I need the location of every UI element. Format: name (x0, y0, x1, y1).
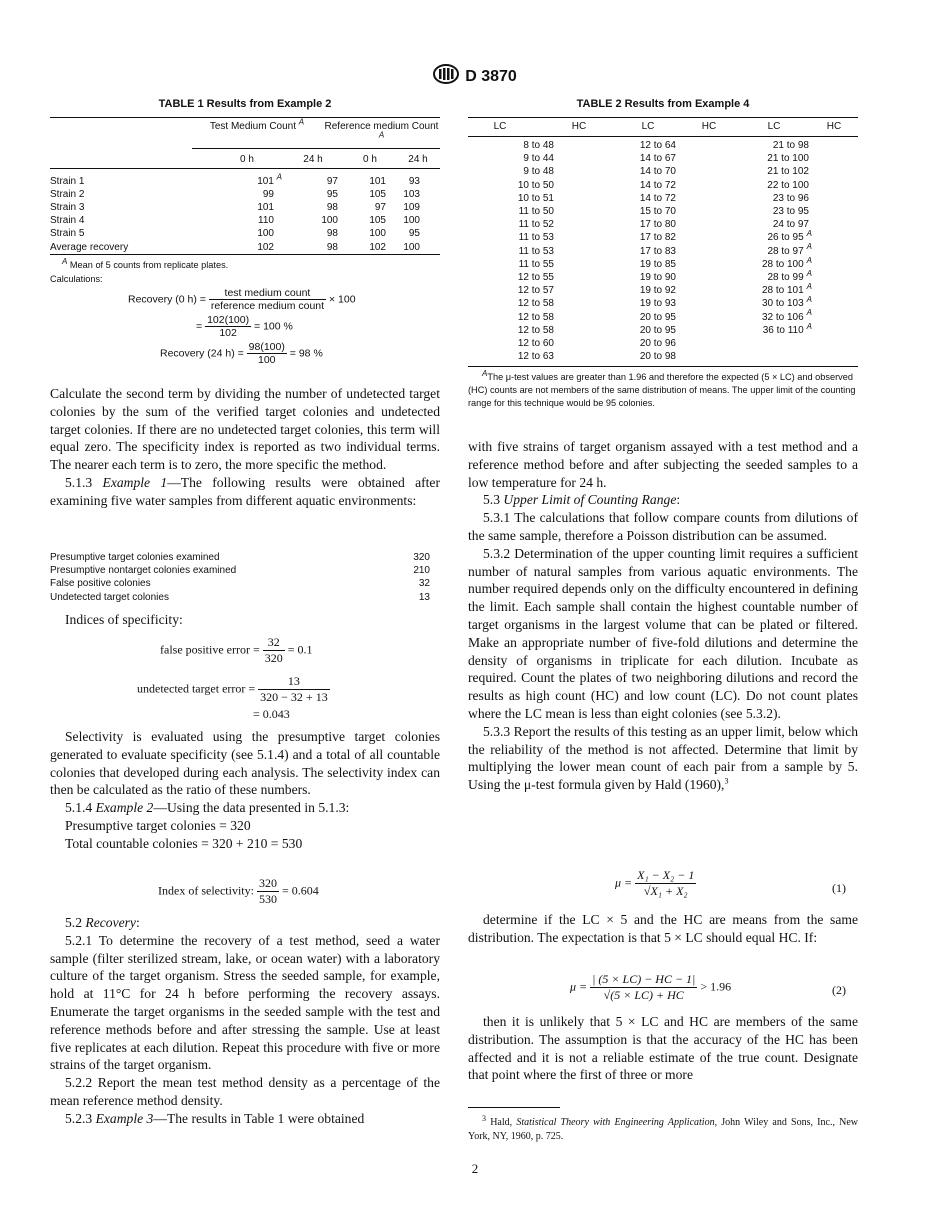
section-heading: 5.2 Recovery: (65, 915, 140, 930)
table-row: Strain 1 101 $^A$ 97 101 93 (50, 172, 420, 187)
right-column-3 (468, 1013, 858, 1084)
undetected-target-equation: undetected target error = $\frac{13}{320 - 32 + 13}$ (137, 674, 328, 704)
left-column-3 (50, 914, 440, 1128)
table-row: 11 to 53 17 to 83 28 to 97 $^A$ (518, 242, 812, 257)
table1-subheader: 0 h (363, 154, 377, 166)
table-row: 12 to 60 20 to 96 (517, 338, 676, 350)
paragraph: 5.2.1 To determine the recovery of a test method, seed a water sample (filter sterilized stream, lake, or ocean water) with a laboratory culture of the target organism. Stress the seeded sample, for example, hold at 11°C for 24 h before performing the recovery assays. Enumerate the target organisms in the seeded sample with the test and reference methods before and after stressing the sample. Use at least five replicates at each dilution. Repeat this procedure with five or more strains of the target organism. (50, 932, 440, 1073)
paragraph: 5.2.3 Example 3—The results in Table 1 were obtained (65, 1110, 365, 1126)
paragraph: Total countable colonies = 320 + 210 = 530 (65, 835, 303, 851)
table1 (50, 152, 440, 254)
paragraph: 5.3.2 Determination of the upper counting limit requires a sufficient number of natural samples from various aquatic environments. The number required depends only on the difficulty encountered in defining the limit. Each sample shall contain the highest countable number of target organisms in the largest volume that can be plated or filtered. Make an appropriate number of five-fold dilutions and determine the density of organisms in triplicate for each dilution. Incubate as required. Count the plates of two neighboring dilutions and record the results as high count (HC) and low count (LC). Do not count plates where the LC mean is less than eight colonies (see 5.3.2). (468, 545, 858, 721)
indices-heading: Indices of specificity: (65, 612, 183, 627)
paragraph: 5.1.3 Example 1—The following results were obtained after examining five water samples from different aquatic environments: (50, 474, 440, 508)
table1-caption: TABLE 1 Results from Example 2 (158, 98, 332, 110)
table1-subheader-row (50, 152, 440, 168)
paragraph: 5.2.2 Report the mean test method density as a percentage of the mean reference method density. (50, 1075, 440, 1108)
standard-designation: D 3870 (465, 68, 517, 85)
selectivity-equation: Index of selectivity: $\frac{320}{530}$ = 0.604 (158, 876, 319, 906)
left-column-2 (50, 728, 440, 853)
paragraph: Selectivity is evaluated using the presumptive target colonies generated to evaluate specificity (see 5.1.4) and a total of all countable colonies that developed during each analysis. The selectivity index can then be calculated as the ratio of these numbers. (50, 729, 440, 798)
recovery-24h-equation: Recovery (24 h) = $\frac{98(100)}{100}$ = 98 % (160, 341, 323, 366)
table-row: 11 to 52 17 to 80 24 to 97 (518, 219, 809, 231)
table-row: 11 to 55 19 to 85 28 to 100 $^A$ (518, 255, 812, 270)
table1-group2-header: Reference medium Count $^A$ (324, 121, 439, 140)
paragraph: determine if the LC × 5 and the HC are means from the same distribution. The expectation is that 5 × LC should equal HC. If: (468, 912, 858, 945)
list-item: False positive colonies 32 (50, 578, 430, 590)
list-item: Presumptive nontarget colonies examined 210 (50, 565, 430, 577)
table2-body (468, 139, 858, 363)
recovery-0h-equation: Recovery (0 h) = $\frac{\text{test medium count}}{\text{reference medium count}}$ × 100 (128, 287, 356, 312)
page-number: 2 (471, 1161, 479, 1176)
table1-footnote: A Mean of 5 counts from replicate plates. (62, 256, 229, 270)
table-row: 12 to 58 20 to 95 32 to 106 $^A$ (517, 308, 812, 323)
table2-header-row: LC HC LC HC LC HC (493, 121, 842, 132)
table2-data (468, 139, 858, 363)
left-column (50, 385, 440, 510)
table1-subheader: 24 h (303, 154, 323, 166)
paragraph: 5.3.3 Report the results of this testing as an upper limit, below which the reliability of the method is not affected. Determine that limit by multiplying the lower mean count of each pair from a sample by 5. Using the μ-test formula given by Hald (1960),$^3$ (468, 723, 858, 793)
footnote-rule (468, 1107, 560, 1108)
paragraph: with five strains of target organism assayed with a test method and a reference method before and after subjecting the seeded samples to a low temperature for 24 h. (468, 439, 858, 490)
paragraph: 5.3.1 The calculations that follow compare counts from dilutions of the same sample, therefore a Poisson distribution can be assumed. (468, 510, 858, 543)
equation-number-2: (2) (832, 983, 846, 997)
list-item: Undetected target colonies 13 (50, 591, 430, 603)
table2-bottom-rule (468, 366, 858, 367)
table-row: 12 to 58 19 to 93 30 to 103 $^A$ (517, 295, 812, 310)
table1-group1-header: Test Medium Count $^A$ (209, 117, 305, 132)
table-row: 9 to 44 14 to 67 21 to 100 (523, 153, 809, 165)
table-row: Strain 4 110 100 105 100 (50, 215, 420, 227)
table2 (468, 120, 858, 133)
paragraph: Calculate the second term by dividing the number of undetected target colonies by the sum of the verified target colonies and undetected target colonies. If there are no undetected target colonies, this term will equal zero. The specificity index is reported as two individual terms. The nearer each term is to zero, the more specific the method. (50, 386, 440, 473)
table-row: 12 to 58 20 to 95 36 to 110 $^A$ (517, 321, 812, 336)
table-row: Strain 2 99 95 105 103 (50, 188, 420, 200)
paragraph: then it is unlikely that 5 × LC and HC are members of the same distribution. The assumption is that the accuracy of the HC has been affected and it is not a reliable estimate of the true count. Designate that point where the first of three or more (468, 1014, 858, 1083)
paragraph: 5.1.4 Example 2—Using the data presented in 5.1.3: (65, 800, 350, 816)
false-positive-equation: false positive error = $\frac{32}{320}$ = 0.1 (160, 635, 313, 665)
example1-list (50, 551, 430, 604)
table-row: 11 to 50 15 to 70 23 to 95 (518, 206, 809, 218)
table2-caption: TABLE 2 Results from Example 4 (576, 98, 750, 110)
table-row: 8 to 48 12 to 64 21 to 98 (523, 140, 809, 151)
recovery-0h-result: = $\frac{102(100)}{102}$ = 100 % (196, 314, 293, 339)
table-row: 10 to 51 14 to 72 23 to 96 (517, 192, 809, 204)
list-item: Presumptive target colonies examined 320 (50, 552, 430, 563)
table2-header-rule (468, 136, 858, 137)
table-row: 11 to 53 17 to 82 26 to 95 $^A$ (518, 229, 812, 244)
table1-subheader: 0 h (240, 154, 254, 166)
table-row: Average recovery 102 98 102 100 (50, 241, 420, 253)
astm-logo-icon (433, 64, 459, 84)
table-row: 12 to 55 19 to 90 28 to 99 $^A$ (517, 268, 812, 284)
undetected-target-result: = 0.043 (253, 707, 290, 721)
table-row: 12 to 57 19 to 92 28 to 101 $^A$ (517, 281, 812, 297)
page-header (0, 64, 950, 86)
right-column (468, 438, 858, 794)
table-row: 10 to 50 14 to 72 22 to 100 (517, 179, 809, 191)
table-row: Strain 5 100 98 100 95 (50, 228, 420, 240)
table1-bottom-rule (50, 254, 440, 255)
table-row: 12 to 63 20 to 98 (517, 351, 676, 363)
table-row: Strain 3 101 98 97 109 (50, 201, 420, 213)
section-heading: 5.3 Upper Limit of Counting Range: (483, 492, 681, 508)
right-column-2 (468, 911, 858, 947)
table2-footnote: AThe μ-test values are greater than 1.96 and therefore the expected (5 × LC) and observed (HC) counts are not members of the same distribution of means. The upper limit of the counting range for this technique would be 95 colonies. (468, 368, 856, 408)
equation-number-1: (1) (832, 881, 846, 895)
mu-test-equation-1: μ = $\frac{\text{X₁ − X₂ − 1}}{\text{√X₁ + X₂}}$ (615, 868, 695, 898)
paragraph: Presumptive target colonies = 320 (65, 817, 251, 833)
table1-subheader: 24 h (408, 154, 428, 166)
calculations-label: Calculations: (50, 274, 103, 284)
table1-group-rule (192, 148, 440, 149)
footnote-3: $^3$ Hald, Statistical Theory with Engineering Application, John Wiley and Sons, Inc., New York, NY, 1960, p. 725. (468, 1113, 859, 1142)
table-row: 9 to 48 14 to 70 21 to 102 (523, 166, 809, 178)
table2-top-rule (468, 117, 858, 118)
mu-test-equation-2: μ = $\frac{| (5 \times LC) - HC - 1|}{√(5 \times LC) + HC}$ > 1.96 (570, 972, 732, 1002)
table1-top-rule (50, 117, 440, 118)
